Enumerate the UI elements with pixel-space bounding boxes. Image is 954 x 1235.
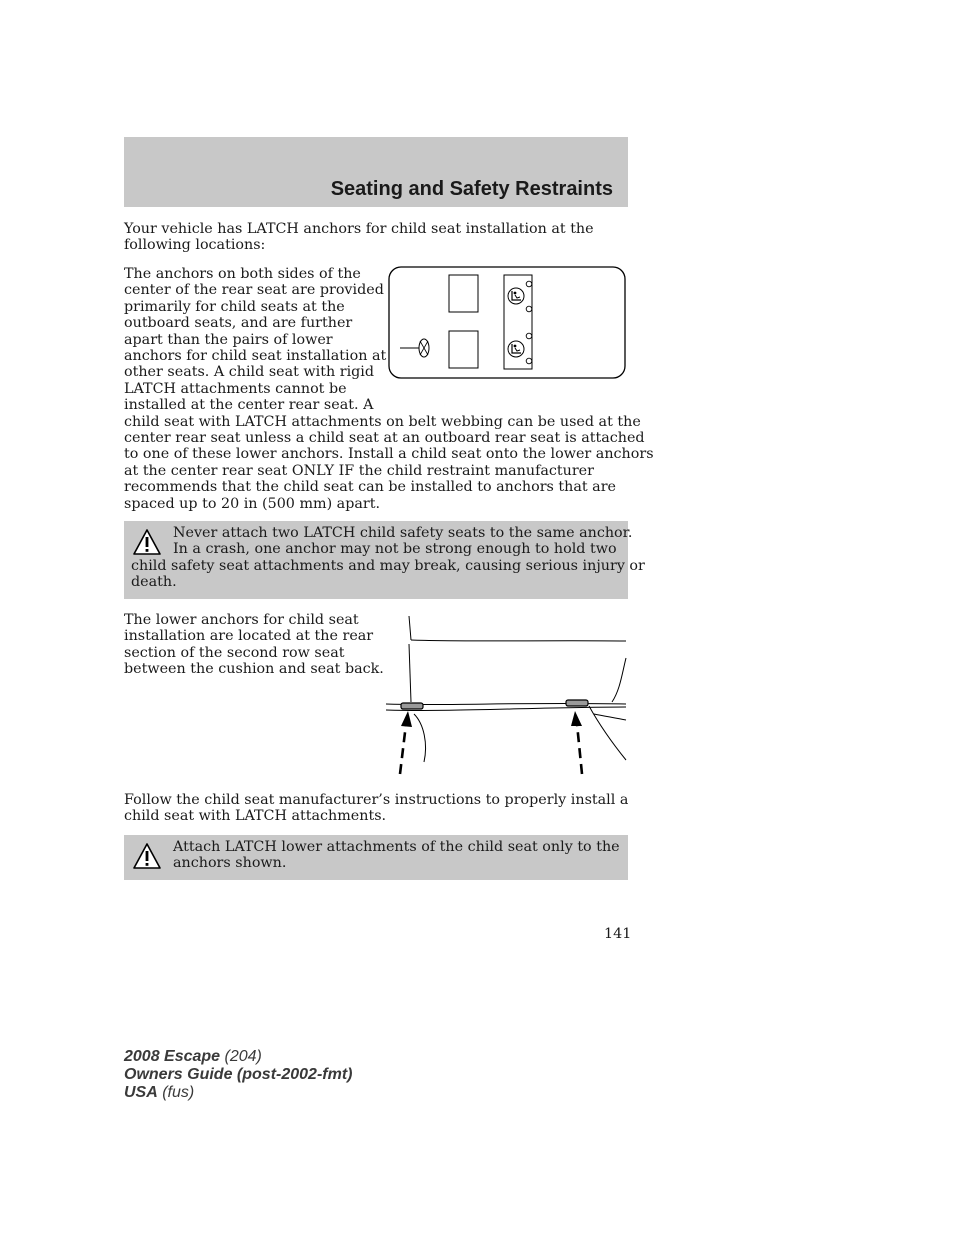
lower-anchor-illustration [384, 614, 628, 778]
text-line: In a crash, one anchor may not be strong enough to hold two [173, 541, 617, 558]
text-line: installed at the center rear seat. A [124, 397, 374, 414]
text-line: following locations: [124, 237, 266, 254]
arrow-icon [400, 711, 412, 774]
footer-model-code: (204) [220, 1048, 262, 1065]
footer-line [124, 1066, 352, 1084]
intro-paragraph [124, 221, 594, 254]
section-header [124, 137, 628, 207]
text-line: Follow the child seat manufacturer’s instructions to properly install a [124, 792, 629, 808]
warning-text [131, 525, 645, 591]
warning-box [124, 835, 628, 880]
text-line: recommends that the child seat can be installed to anchors that are [124, 479, 617, 496]
text-line: child safety seat attachments and may break, causing serious injury or [131, 557, 645, 574]
warning-text [131, 839, 620, 872]
text-line: The lower anchors for child seat [124, 612, 359, 628]
text-line: installation are located at the rear [124, 628, 374, 645]
footer-market-code: (fus) [157, 1084, 195, 1101]
footer-line [124, 1048, 352, 1066]
section-title: Seating and Safety Restraints [330, 178, 613, 200]
anchors-paragraph [124, 266, 654, 512]
text-line: center of the rear seat are provided [124, 282, 384, 299]
text-line: anchors shown. [173, 855, 287, 872]
text-line: death. [131, 574, 177, 591]
text-line: Attach LATCH lower attachments of the child seat only to the [173, 839, 620, 855]
text-line: section of the second row seat [124, 644, 345, 661]
lower-anchors-paragraph [124, 612, 384, 678]
text-line: other seats. A child seat with rigid [124, 364, 375, 381]
text-line: child seat with LATCH attachments. [124, 808, 387, 825]
text-line: The anchors on both sides of the [124, 266, 361, 282]
page-number: 141 [604, 926, 632, 942]
text-line: at the center rear seat ONLY IF the child restraint manufacturer [124, 462, 594, 479]
text-line: to one of these lower anchors. Install a child seat onto the lower anchors [124, 446, 654, 463]
footer-model: 2008 Escape [124, 1048, 221, 1065]
text-line: LATCH attachments cannot be [124, 380, 347, 397]
text-line: outboard seats, and are further [124, 315, 353, 332]
footer-line [124, 1084, 352, 1102]
footer-guide: Owners Guide (post-2002-fmt) [124, 1066, 353, 1083]
document-footer [124, 1048, 352, 1102]
text-line: apart than the pairs of lower [124, 331, 333, 348]
footer-market: USA [124, 1084, 158, 1101]
follow-paragraph [124, 792, 628, 825]
text-line: spaced up to 20 in (500 mm) apart. [124, 495, 381, 512]
text-line: between the cushion and seat back. [124, 661, 384, 678]
text-line: primarily for child seats at the [124, 298, 345, 315]
arrow-icon [571, 711, 582, 774]
warning-box [124, 521, 645, 599]
text-line: child seat with LATCH attachments on belt webbing can be used at the [124, 413, 641, 430]
text-line: Never attach two LATCH child safety seats to the same anchor. [173, 525, 633, 541]
text-line: anchors for child seat installation at [124, 348, 387, 365]
text-line: Your vehicle has LATCH anchors for child seat installation at the [124, 221, 594, 237]
text-line: center rear seat unless a child seat at an outboard rear seat is attached [124, 430, 645, 447]
